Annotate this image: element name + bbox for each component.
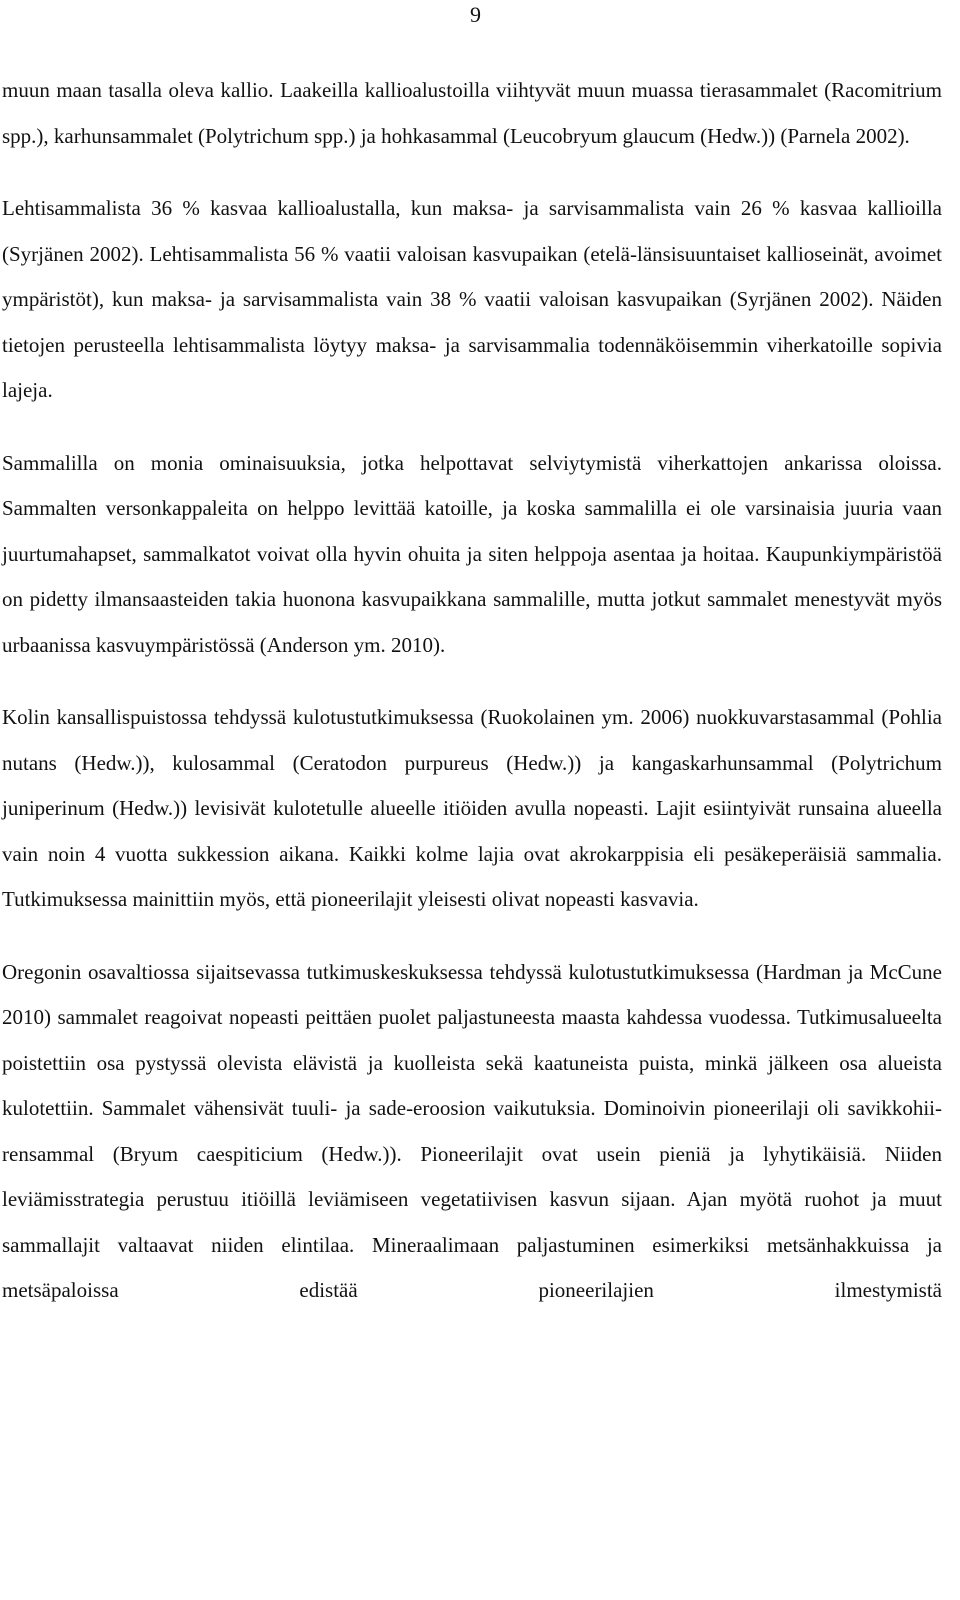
paragraph-rock-habitats: muun maan tasalla oleva kallio. Laakeilla kallioalustoilla viihtyvät muun muassa tierasammalet (Racomitrium spp.), karhunsammalet (Polytrichum spp.) ja hohkasammal (Leucobryum glaucum (Hedw.)) (Parnela 2002).: [2, 78, 942, 148]
body-text: [2, 68, 942, 1314]
paragraph-moss-properties: Sammalilla on monia ominaisuuksia, jotka helpottavat selviytymistä viherkattojen ankarissa oloissa. Sammalten versonkappaleita on helppo levittää katoille, ja koska sammalilla ei ole varsinaisia juuria vaan juurtumahapset, sammalkatot voivat olla hyvin ohuita ja siten helppoja asentaa ja hoitaa. Kaupunkiympäristöä on pidetty ilmansaasteiden takia huonona kasvupaikkana sammalille, mutta jotkut sammalet menestyvät myös urbaanissa kasvuympäristössä (Anderson ym. 2010).: [2, 450, 942, 657]
paragraph-leaf-moss-statistics: Lehtisammalista 36 % kasvaa kallioalustalla, kun maksa- ja sarvisammalista vain 26 % kasvaa kallioilla (Syrjänen 2002). Lehtisammalista 56 % vaatii valoisan kasvupaikan (etelä-länsisuuntaiset kallioseinät, avoimet ympäristöt), kun maksa- ja sarvisammalista vain 38 % vaatii valoisan kasvupaikan (Syrjänen 2002). Näiden tietojen perusteella lehtisammalista löytyy maksa- ja sarvisammalia todennäköisemmin viherkatoille sopivia lajeja.: [2, 196, 942, 402]
page-number: 9: [470, 2, 481, 27]
paragraph-koli-burning-study: Kolin kansallispuistossa tehdyssä kulotustutkimuksessa (Ruokolainen ym. 2006) nuokkuvarstasammal (Pohlia nutans (Hedw.)), kulosammal (Ceratodon purpureus (Hedw.)) ja kangaskarhunsammal (Polytrichum juniperinum (Hedw.)) levisivät kulotetulle alueelle itiöiden avulla nopeasti. Lajit esiintyivät runsaina alueella vain noin 4 vuotta sukkession aikana. Kaikki kolme lajia ovat akrokarppisia eli pesäkeperäisiä sammalia. Tutkimuksessa mainittiin myös, että pioneerilajit yleisesti olivat nopeasti kasvavia.: [2, 705, 942, 911]
paragraph-oregon-burning-study: Oregonin osavaltiossa sijaitsevassa tutkimuskeskuksessa tehdyssä kulotustutkimuksessa (Hardman ja McCune 2010) sammalet reagoivat nopeasti peittäen puolet paljastuneesta maasta kahdessa vuodessa. Tutkimusalueelta poistettiin osa pystyssä olevista elävistä ja kuolleista sekä kaatuneista puista, minkä jälkeen osa alueista kulotettiin. Sammalet vähensivät tuuli- ja sade-eroosion vaikutuksia. Dominoivin pioneerilaji oli savikkohiirensammal (Bryum caespiticium (Hedw.)). Pioneerilajit ovat usein pieniä ja lyhytikäisiä. Niiden leviämisstrategia perustuu itiöillä leviämiseen vegetatiivisen kasvun sijaan. Ajan myötä ruohot ja muut sammallajit valtaavat niiden elintilaa. Mineraalimaan paljastuminen esimerkiksi metsänhakkuissa ja metsäpaloissa edistää pioneerilajien ilmestymistä: [2, 959, 942, 1302]
